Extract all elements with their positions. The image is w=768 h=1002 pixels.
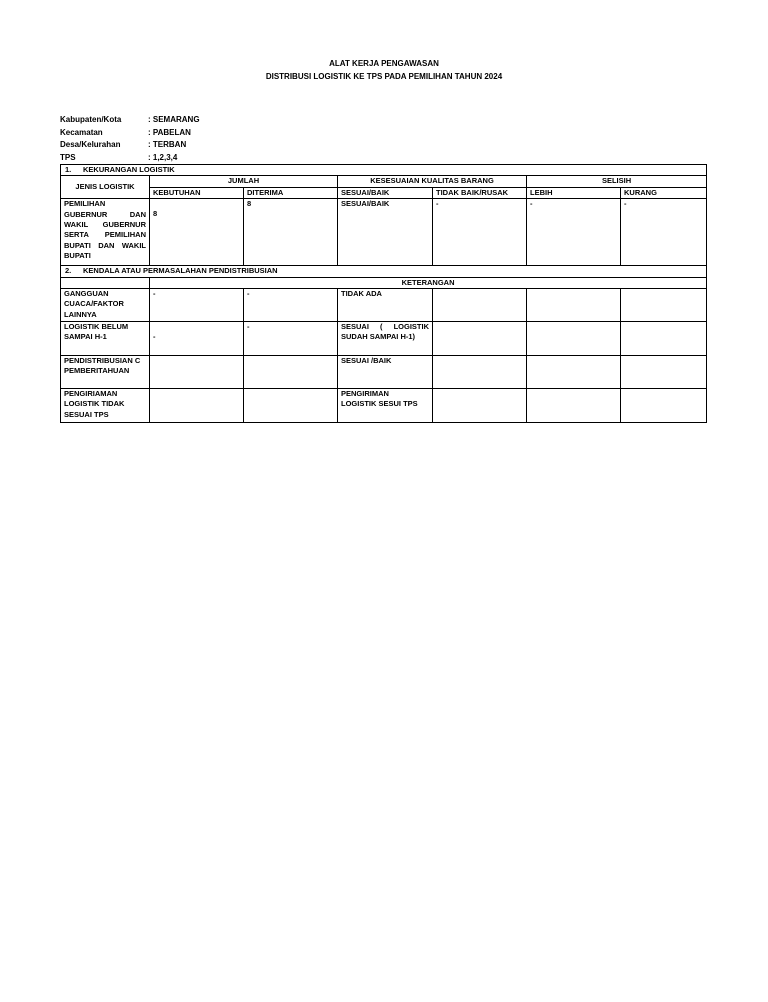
selisih-header: SELISIH bbox=[527, 176, 707, 187]
document-subtitle: DISTRIBUSI LOGISTIK KE TPS PADA PEMILIHAN TAHUN 2024 bbox=[265, 72, 503, 81]
jenis-logistik-cell: PEMILIHAN GUBERNUR DAN WAKIL GUBERNUR SERTA PEMILIHAN BUPATI DAN WAKIL BUPATI bbox=[61, 199, 150, 266]
kendala-col1: - bbox=[150, 322, 244, 356]
kendala-label: GANGGUAN CUACA/FAKTOR LAINNYA bbox=[61, 289, 150, 322]
kendala-keterangan: PENGIRIMAN LOGISTIK SESUI TPS bbox=[338, 389, 433, 423]
kecamatan-value: : PABELAN bbox=[148, 127, 191, 137]
kendala-col2: - bbox=[244, 322, 338, 356]
keterangan-header: KETERANGAN bbox=[150, 277, 707, 288]
tidak-baik-header: TIDAK BAIK/RUSAK bbox=[433, 187, 527, 198]
kabupaten-row bbox=[60, 114, 200, 127]
kendala-row bbox=[61, 322, 707, 356]
kendala-row bbox=[61, 389, 707, 423]
kendala-label: PENDISTRIBUSIAN C PEMBERITAHUAN bbox=[61, 356, 150, 389]
kecamatan-row bbox=[60, 127, 200, 140]
kendala-col1: - bbox=[150, 289, 244, 322]
section1-title: 1. KEKURANGAN LOGISTIK bbox=[61, 165, 707, 176]
kesesuaian-header: KESESUAIAN KUALITAS BARANG bbox=[338, 176, 527, 187]
subheader-row bbox=[61, 187, 707, 198]
keterangan-header-row bbox=[61, 277, 707, 288]
jumlah-header: JUMLAH bbox=[150, 176, 338, 187]
kecamatan-label: Kecamatan bbox=[60, 127, 103, 137]
sesuai-header: SESUAI/BAIK bbox=[338, 187, 433, 198]
kendala-label: LOGISTIK BELUM SAMPAI H-1 bbox=[61, 322, 150, 356]
kendala-keterangan: SESUAI ( LOGISTIK SUDAH SAMPAI H-1) bbox=[338, 322, 433, 356]
tps-label: TPS bbox=[60, 152, 76, 162]
kendala-col1 bbox=[150, 356, 244, 389]
diterima-cell: 8 bbox=[244, 199, 338, 266]
section2-header-row bbox=[61, 266, 707, 277]
kendala-col2 bbox=[244, 389, 338, 423]
kendala-col2 bbox=[244, 356, 338, 389]
desa-row bbox=[60, 139, 200, 152]
column-header-row bbox=[61, 176, 707, 187]
kendala-col2: - bbox=[244, 289, 338, 322]
kebutuhan-cell: 8 bbox=[150, 199, 244, 266]
desa-value: : TERBAN bbox=[148, 140, 187, 150]
lebih-header: LEBIH bbox=[527, 187, 621, 198]
kendala-keterangan: SESUAI /BAIK bbox=[338, 356, 433, 389]
kurang-cell: - bbox=[621, 199, 707, 266]
kendala-keterangan: TIDAK ADA bbox=[338, 289, 433, 322]
desa-label: Desa/Kelurahan bbox=[60, 140, 121, 150]
kabupaten-label: Kabupaten/Kota bbox=[60, 115, 122, 124]
tps-value: : 1,2,3,4 bbox=[148, 152, 178, 162]
supervision-table bbox=[60, 164, 707, 423]
kendala-row bbox=[61, 289, 707, 322]
lebih-cell: - bbox=[527, 199, 621, 266]
kurang-header: KURANG bbox=[621, 187, 707, 198]
jenis-logistik-header: JENIS LOGISTIK bbox=[61, 176, 150, 199]
location-info bbox=[60, 114, 200, 164]
section1-header-row bbox=[61, 165, 707, 176]
section2-title: 2. KENDALA ATAU PERMASALAHAN PENDISTRIBUSIAN bbox=[61, 266, 707, 277]
kabupaten-value: : SEMARANG bbox=[148, 115, 200, 124]
kendala-row bbox=[61, 356, 707, 389]
document-title: ALAT KERJA PENGAWASAN bbox=[329, 59, 439, 68]
diterima-header: DITERIMA bbox=[244, 187, 338, 198]
logistik-row bbox=[61, 199, 707, 266]
kendala-col1 bbox=[150, 389, 244, 423]
kendala-label: PENGIRIAMAN LOGISTIK TIDAK SESUAI TPS bbox=[61, 389, 150, 423]
tidak-baik-cell: - bbox=[433, 199, 527, 266]
tps-row bbox=[60, 152, 200, 165]
sesuai-cell: SESUAI/BAIK bbox=[338, 199, 433, 266]
kebutuhan-header: KEBUTUHAN bbox=[150, 187, 244, 198]
